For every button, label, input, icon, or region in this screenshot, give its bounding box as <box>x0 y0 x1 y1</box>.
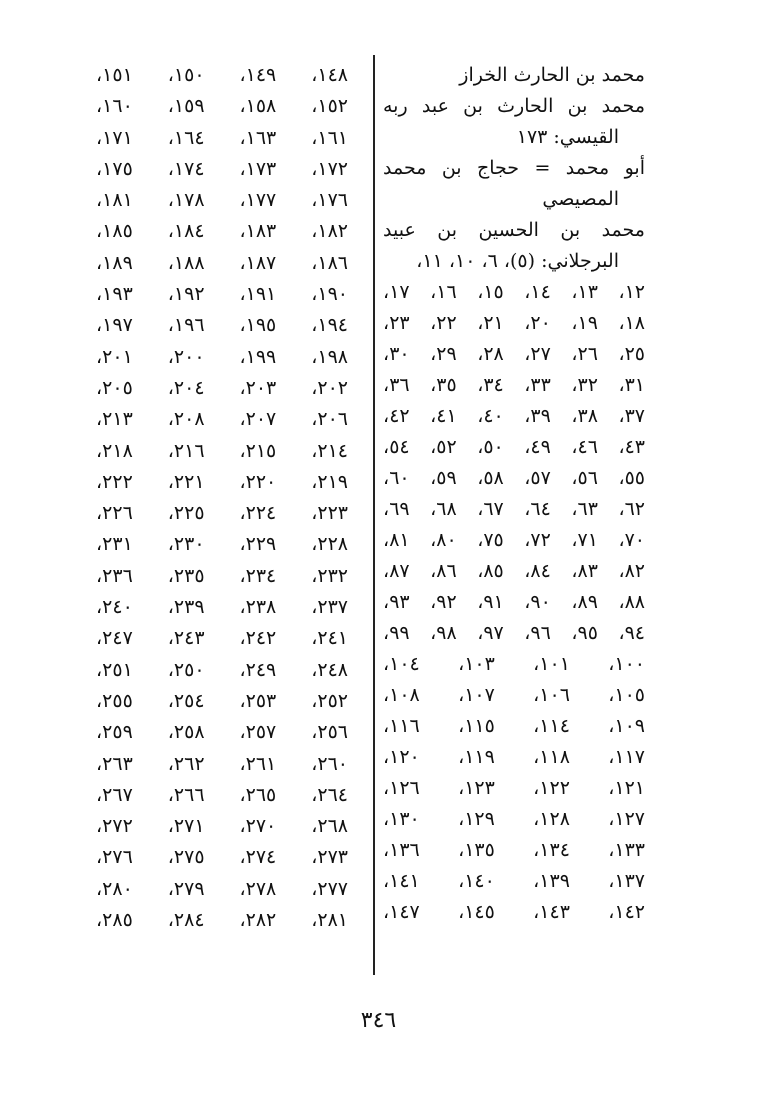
page-reference: ١٩٤، <box>311 314 348 337</box>
page-reference: ١٨٩، <box>96 251 133 274</box>
page-reference: ١٤٠، <box>458 870 495 892</box>
right-column <box>383 60 645 928</box>
page-reference: ٢٦، <box>571 343 598 365</box>
page-reference: ١٧٨، <box>167 189 205 212</box>
page-reference: ٨٩، <box>571 591 598 613</box>
page-reference: ٢٥٨، <box>167 721 205 744</box>
page-reference: ٢٢١، <box>167 470 205 493</box>
page-reference: ٨٢، <box>618 560 645 582</box>
page-reference: ٩٢، <box>430 591 457 613</box>
page-reference: ٢٤٩، <box>239 658 277 681</box>
number-row <box>96 154 348 185</box>
page-reference: ٢٣٦، <box>96 564 133 587</box>
page-reference: ٦٢، <box>618 498 645 520</box>
page-reference: ٥٦، <box>571 467 598 489</box>
page-reference: ١١٨، <box>533 746 570 768</box>
page-reference: ٨٥، <box>477 560 504 582</box>
number-row <box>96 717 348 748</box>
page-reference: ١١٩، <box>458 746 495 768</box>
number-row <box>383 897 645 928</box>
page-reference: ٢٧٩، <box>167 877 205 900</box>
page-reference: ١٠٧، <box>458 684 495 706</box>
number-row <box>96 123 348 154</box>
number-row <box>96 655 348 686</box>
page-reference: ٥٨، <box>477 467 504 489</box>
page-reference: ٢٦٦، <box>167 783 205 806</box>
number-row <box>383 587 645 618</box>
page-reference: ٢٢٩، <box>239 533 277 556</box>
page-reference: ١٢٦، <box>383 777 420 799</box>
page-reference: ٣٦، <box>383 374 410 396</box>
number-row <box>383 835 645 866</box>
number-row <box>383 308 645 339</box>
page-reference: ٣١، <box>618 374 645 396</box>
page-reference: ٢٤٣، <box>167 627 205 650</box>
index-entry <box>383 153 645 215</box>
page-reference: ١٤٨، <box>311 64 348 86</box>
page-reference: ٢٤٨، <box>311 658 348 681</box>
page-reference: ١٦٣، <box>239 126 277 149</box>
page-reference: ١٢٠، <box>383 746 420 768</box>
page-reference: ١٩٠، <box>311 283 348 306</box>
number-row <box>96 561 348 592</box>
entry-name-continuation: القيسي: ١٧٣ <box>516 126 619 148</box>
page-reference: ٢٧٠، <box>239 815 277 838</box>
page-reference: ٢١٣، <box>96 408 133 431</box>
page-reference: ١٥٢، <box>311 95 348 118</box>
page-reference: ٢٣٢، <box>311 564 348 587</box>
number-row <box>96 529 348 560</box>
page-reference: ٢١، <box>477 312 504 334</box>
page-reference: ٢٠٤، <box>167 376 205 399</box>
page-reference: ٢٤٧، <box>96 627 133 650</box>
page-reference: ٦٧، <box>477 498 504 520</box>
page-reference: ٢٧١، <box>167 815 205 838</box>
number-row <box>383 277 645 308</box>
page-reference: ٨٤، <box>524 560 551 582</box>
page-reference: ١٥، <box>477 281 504 303</box>
number-row <box>383 866 645 897</box>
number-row <box>96 811 348 842</box>
number-row <box>383 773 645 804</box>
page-reference: ٢٥٣، <box>239 689 277 712</box>
number-row <box>96 91 348 122</box>
number-row <box>96 874 348 905</box>
page-reference: ٢٥٩، <box>96 721 133 744</box>
number-row <box>383 401 645 432</box>
page-reference: ٢٨٠، <box>96 877 133 900</box>
page-reference: ١٥٨، <box>239 95 277 118</box>
page-reference: ٤٦، <box>571 436 598 458</box>
page-reference: ١٩٨، <box>311 345 348 368</box>
page-reference: ٨٣، <box>571 560 598 582</box>
page-reference: ١٣٥، <box>458 839 495 861</box>
number-row <box>96 185 348 216</box>
page-reference: ١٨٢، <box>311 220 348 243</box>
page-reference: ٢٨٥، <box>96 909 133 932</box>
column-divider <box>373 55 375 975</box>
page-reference: ٤١، <box>430 405 457 427</box>
number-row <box>383 649 645 680</box>
page-reference: ٢٨١، <box>311 909 348 932</box>
page-number: ٣٤٦ <box>360 1008 397 1033</box>
page-reference: ٢٧٥، <box>167 846 205 869</box>
page-reference: ٥٩، <box>430 467 457 489</box>
page-reference: ١١٥، <box>458 715 495 737</box>
page-reference: ٣٧، <box>618 405 645 427</box>
page-reference: ٩٩، <box>383 622 410 644</box>
number-row <box>96 686 348 717</box>
number-row <box>96 749 348 780</box>
page-reference: ٩٨، <box>430 622 457 644</box>
page-reference: ٢٦٨، <box>311 815 348 838</box>
page-reference: ١٨٨، <box>167 251 205 274</box>
page-reference: ٥٢، <box>430 436 457 458</box>
entry-name-continuation: المصيصي <box>542 188 619 210</box>
number-row <box>383 370 645 401</box>
page-reference: ٨٠، <box>430 529 457 551</box>
page-reference: ١٨٣، <box>239 220 277 243</box>
page-reference: ١٢٢، <box>533 777 570 799</box>
page-reference: ١٣٣، <box>608 839 645 861</box>
number-row <box>383 339 645 370</box>
page-reference: ٧١، <box>571 529 598 551</box>
page-reference: ١٣، <box>571 281 598 303</box>
entry-name-continuation: البرجلاني: (٥)، ٦، ١٠، ١١، <box>416 250 619 272</box>
page-reference: ٢٩، <box>430 343 457 365</box>
page-number-list <box>96 60 348 936</box>
page-reference: ١٦٠، <box>96 95 133 118</box>
page-reference: ٢١٥، <box>239 439 277 462</box>
page-reference: ١٤٧، <box>383 901 420 923</box>
page-reference: ٢٠٧، <box>239 408 277 431</box>
page-reference: ٢٣، <box>383 312 410 334</box>
page-reference: ١٧، <box>383 281 410 303</box>
page-reference: ٢٣٠، <box>167 533 205 556</box>
page-reference: ١٢، <box>618 281 645 303</box>
page-reference: ١٣٤، <box>533 839 570 861</box>
page-reference: ٩٥، <box>571 622 598 644</box>
number-row <box>96 342 348 373</box>
page-reference: ١٤١، <box>383 870 420 892</box>
page-reference: ٢٠٣، <box>239 376 277 399</box>
page-reference: ٢٦١، <box>239 752 277 775</box>
page-reference: ٣٠، <box>383 343 410 365</box>
page-reference: ١٧٣، <box>239 157 277 180</box>
page-reference: ١٣٩، <box>533 870 570 892</box>
page-reference: ٥٥، <box>618 467 645 489</box>
page-reference: ٦٠، <box>383 467 410 489</box>
number-row <box>383 463 645 494</box>
page-reference: ١٩٦، <box>167 314 205 337</box>
page-reference: ١٩٧، <box>96 314 133 337</box>
number-row <box>383 432 645 463</box>
number-row <box>96 780 348 811</box>
number-row <box>96 498 348 529</box>
page-reference: ١٧٢، <box>311 157 348 180</box>
page-reference: ١٢٨، <box>533 808 570 830</box>
page-reference: ٢٧٦، <box>96 846 133 869</box>
number-row <box>96 905 348 936</box>
page-reference: ٧٥، <box>477 529 504 551</box>
number-row <box>383 742 645 773</box>
page-reference: ١٩٢، <box>167 283 205 306</box>
entry-name: محمد بن الحارث الخراز <box>459 64 645 86</box>
page-reference: ١٠٨، <box>383 684 420 706</box>
page-reference: ٢٤٢، <box>239 627 277 650</box>
page-reference: ٢٦٤، <box>311 783 348 806</box>
page-reference: ١١٧، <box>608 746 645 768</box>
page-reference: ٢٥٤، <box>167 689 205 712</box>
page-reference: ٦٣، <box>571 498 598 520</box>
page-reference: ٢٦٥، <box>239 783 277 806</box>
page-reference: ٩١، <box>477 591 504 613</box>
index-entry <box>383 60 645 91</box>
page-reference: ٢٦٣، <box>96 752 133 775</box>
page-reference: ١٠٣، <box>458 653 495 675</box>
number-row <box>96 592 348 623</box>
page-reference: ٢٧٧، <box>311 877 348 900</box>
page-reference: ٩٦، <box>524 622 551 644</box>
page-reference: ٢٢٤، <box>239 502 277 525</box>
number-row <box>383 711 645 742</box>
page-reference: ١٦، <box>430 281 457 303</box>
page-reference: ٢٥٢، <box>311 689 348 712</box>
page-reference: ٧٠، <box>618 529 645 551</box>
page-reference: ١٨، <box>618 312 645 334</box>
page-reference: ٢٠١، <box>96 345 133 368</box>
page-reference: ٤٠، <box>477 405 504 427</box>
page-reference: ٢١٤، <box>311 439 348 462</box>
page-reference: ٢٦٧، <box>96 783 133 806</box>
number-row <box>383 494 645 525</box>
page-reference: ١٢٩، <box>458 808 495 830</box>
number-row <box>383 804 645 835</box>
page-reference: ١٠٦، <box>533 684 570 706</box>
page-reference: ٨١، <box>383 529 410 551</box>
page-reference: ٦٤، <box>524 498 551 520</box>
index-entry <box>383 91 645 153</box>
page-reference: ٢٨٤، <box>167 909 205 932</box>
page-reference: ١٩٥، <box>239 314 277 337</box>
page-reference: ١٥٠، <box>167 64 205 86</box>
page-reference: ٨٨، <box>618 591 645 613</box>
page-reference: ٢٧٢، <box>96 815 133 838</box>
page-reference: ٢٨٢، <box>239 909 277 932</box>
number-row <box>96 404 348 435</box>
page-reference: ١٤٣، <box>533 901 570 923</box>
page-reference: ١٤٢، <box>608 901 645 923</box>
page-reference: ٢٨، <box>477 343 504 365</box>
page-reference: ١٥٩، <box>167 95 205 118</box>
page-reference: ٥٠، <box>477 436 504 458</box>
page-reference: ٢١٦، <box>167 439 205 462</box>
page-reference: ٢٥٧، <box>239 721 277 744</box>
page-reference: ٢٦٢، <box>167 752 205 775</box>
page-reference: ١٩٣، <box>96 283 133 306</box>
page-reference: ١٥١، <box>96 64 133 86</box>
page-reference: ٢٣١، <box>96 533 133 556</box>
index-entry <box>383 215 645 277</box>
page-reference: ٢٣٤، <box>239 564 277 587</box>
page-reference: ٢٦٠، <box>311 752 348 775</box>
number-row <box>96 373 348 404</box>
page-reference: ٢٥١، <box>96 658 133 681</box>
page-reference: ٤٢، <box>383 405 410 427</box>
page-reference: ٩٤، <box>618 622 645 644</box>
page-reference: ١١٤، <box>533 715 570 737</box>
page-reference: ٢٢٦، <box>96 502 133 525</box>
page-reference: ٢٥٦، <box>311 721 348 744</box>
number-row <box>96 623 348 654</box>
page-reference: ١٩، <box>571 312 598 334</box>
left-column <box>96 60 348 936</box>
page-reference: ٧٢، <box>524 529 551 551</box>
number-row <box>383 680 645 711</box>
page-reference: ٢٧، <box>524 343 551 365</box>
page-reference: ١٨٤، <box>167 220 205 243</box>
page-reference: ٨٦، <box>430 560 457 582</box>
page-reference: ٢٣٧، <box>311 596 348 619</box>
page-reference: ١٠٠، <box>608 653 645 675</box>
page-reference: ١١٦، <box>383 715 420 737</box>
number-row <box>96 467 348 498</box>
page-reference: ٢٧٣، <box>311 846 348 869</box>
page-reference: ١٠٥، <box>608 684 645 706</box>
page-reference: ٢٧٤، <box>239 846 277 869</box>
page-reference: ١٣٦، <box>383 839 420 861</box>
number-row <box>96 279 348 310</box>
page-reference: ١٧٧، <box>239 189 277 212</box>
page-reference: ٢٠٢، <box>311 376 348 399</box>
page-reference: ٢٢٢، <box>96 470 133 493</box>
page-reference: ٢٥، <box>618 343 645 365</box>
page-reference: ٢٣٩، <box>167 596 205 619</box>
page-reference: ٢٠، <box>524 312 551 334</box>
page-reference: ١٠٩، <box>608 715 645 737</box>
page-reference: ١٤، <box>524 281 551 303</box>
page-reference: ٣٨، <box>571 405 598 427</box>
page-reference: ٦٨، <box>430 498 457 520</box>
page-reference: ١٦٤، <box>167 126 205 149</box>
page-reference: ٣٢، <box>571 374 598 396</box>
page-reference: ٢١٩، <box>311 470 348 493</box>
page-reference: ٣٩، <box>524 405 551 427</box>
page-number-list <box>383 277 645 928</box>
page-reference: ١٢١، <box>608 777 645 799</box>
page-reference: ١٢٣، <box>458 777 495 799</box>
page-reference: ١٧٥، <box>96 157 133 180</box>
page-reference: ٥٧، <box>524 467 551 489</box>
page-reference: ٢٢٨، <box>311 533 348 556</box>
number-row <box>383 618 645 649</box>
page-reference: ١٤٩، <box>239 64 277 86</box>
page-reference: ١٨٥، <box>96 220 133 243</box>
number-row <box>96 248 348 279</box>
page-reference: ٢٣٨، <box>239 596 277 619</box>
page-reference: ١٦١، <box>311 126 348 149</box>
page-reference: ٢٣٥، <box>167 564 205 587</box>
page-reference: ١٩١، <box>239 283 277 306</box>
page-reference: ٢٥٠، <box>167 658 205 681</box>
page-reference: ١٣٠، <box>383 808 420 830</box>
number-row <box>96 842 348 873</box>
page-reference: ٥٤، <box>383 436 410 458</box>
number-row <box>96 436 348 467</box>
page-reference: ١٧١، <box>96 126 133 149</box>
page-reference: ٢٠٥، <box>96 376 133 399</box>
entry-name: محمد بن الحسين بن عبيد <box>383 219 645 241</box>
page-reference: ٢١٨، <box>96 439 133 462</box>
number-row <box>96 216 348 247</box>
number-row <box>96 60 348 91</box>
page-reference: ٣٣، <box>524 374 551 396</box>
page-reference: ٢٢٣، <box>311 502 348 525</box>
page-reference: ١٣٧، <box>608 870 645 892</box>
page-reference: ٤٩، <box>524 436 551 458</box>
page-reference: ٢٢٥، <box>167 502 205 525</box>
page-reference: ٢٠٨، <box>167 408 205 431</box>
page-reference: ٩٣، <box>383 591 410 613</box>
page-reference: ٣٤، <box>477 374 504 396</box>
page-reference: ٩٧، <box>477 622 504 644</box>
page-reference: ٩٠، <box>524 591 551 613</box>
page-reference: ٤٣، <box>618 436 645 458</box>
page-reference: ٢٤٠، <box>96 596 133 619</box>
page-reference: ١٤٥، <box>458 901 495 923</box>
page-reference: ١٨٦، <box>311 251 348 274</box>
page-reference: ٣٥، <box>430 374 457 396</box>
number-row <box>383 556 645 587</box>
number-row <box>383 525 645 556</box>
page-reference: ٦٩، <box>383 498 410 520</box>
number-row <box>96 310 348 341</box>
page-reference: ٢٥٥، <box>96 689 133 712</box>
page-reference: ١٠١، <box>533 653 570 675</box>
page-reference: ٨٧، <box>383 560 410 582</box>
page-reference: ١٢٧، <box>608 808 645 830</box>
page-reference: ٢٢٠، <box>239 470 277 493</box>
page-reference: ٢٤١، <box>311 627 348 650</box>
page-reference: ٢٧٨، <box>239 877 277 900</box>
page-reference: ٢٢، <box>430 312 457 334</box>
page-reference: ١٨٧، <box>239 251 277 274</box>
page-reference: ١٨١، <box>96 189 133 212</box>
page-reference: ١٧٤، <box>167 157 205 180</box>
entry-name: أبو محمد = حجاج بن محمد <box>383 157 645 179</box>
page-reference: ١٠٤، <box>383 653 420 675</box>
entry-name: محمد بن الحارث بن عبد ربه <box>383 95 645 117</box>
page-reference: ٢٠٦، <box>311 408 348 431</box>
page-reference: ١٧٦، <box>311 189 348 212</box>
page-reference: ١٩٩، <box>239 345 277 368</box>
page-reference: ٢٠٠، <box>167 345 205 368</box>
